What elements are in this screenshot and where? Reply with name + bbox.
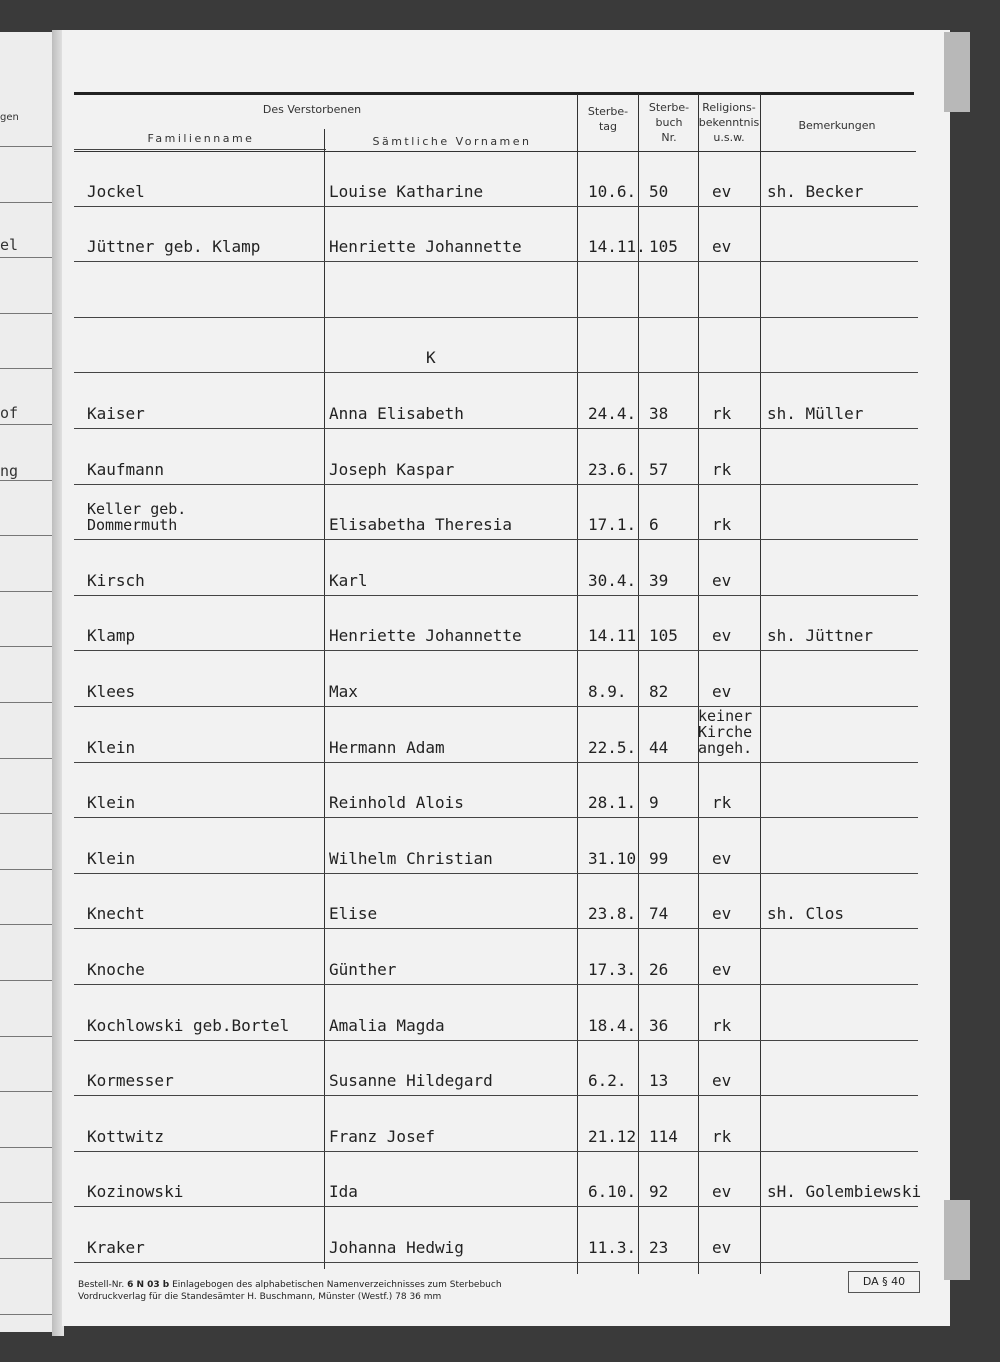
left-page-rule: [0, 1314, 54, 1315]
sterbetag-cell: 21.12: [588, 1126, 637, 1146]
left-page-text-fragment: el: [0, 236, 19, 254]
left-page-rule: [0, 1258, 54, 1259]
col-header-bemerkungen: Bemerkungen: [798, 119, 876, 132]
familienname-cell: Kormesser: [87, 1071, 174, 1091]
buch-nr-cell: 38: [649, 404, 669, 423]
footer-line-2: Vordruckverlag für die Standesämter H. Buschmann, Münster (Westf.) 78 36 mm: [78, 1292, 442, 1302]
left-page-rule: [0, 1036, 54, 1037]
row-rule: [74, 372, 918, 373]
familienname-cell: Kozinowski: [87, 1182, 184, 1202]
col-divider-4: [698, 94, 699, 1274]
left-page-edge: [0, 32, 56, 1332]
religion-cell: ev: [712, 1071, 732, 1091]
buch-nr-cell: 105: [649, 237, 678, 257]
left-page-rule: [0, 424, 54, 425]
vornamen-cell: Max: [329, 682, 358, 701]
left-page-rule: [0, 1202, 54, 1203]
buch-nr-cell: 26: [649, 960, 669, 979]
buch-nr-cell: 36: [649, 1015, 669, 1035]
page-corner-top: [944, 32, 970, 112]
col-divider-2: [577, 94, 578, 1274]
familienname-cell: Kaiser: [87, 404, 145, 423]
religion-cell: ev: [712, 570, 732, 590]
sterbetag-cell: 6.2.: [588, 1071, 627, 1091]
row-rule: [74, 762, 918, 763]
left-page-rule: [0, 591, 54, 592]
religion-cell: rk: [712, 459, 732, 479]
footer-line-1: Bestell-Nr. 6 N 03 b Einlagebogen des alphabetischen Namenverzeichnisses zum Sterbebuch: [78, 1280, 502, 1290]
bemerkungen-cell: sh. Clos: [767, 904, 845, 924]
buch-nr-cell: 6: [649, 515, 659, 535]
buch-nr-cell: 57: [649, 459, 669, 479]
vornamen-cell: Henriette Johannette: [329, 626, 522, 646]
row-rule: [74, 650, 918, 651]
religion-cell: rk: [712, 793, 732, 813]
vornamen-cell: Susanne Hildegard: [329, 1071, 493, 1091]
sterbetag-cell: 30.4.: [588, 570, 637, 590]
religion-cell: ev: [712, 181, 732, 201]
religion-cell: ev: [712, 960, 732, 979]
religion-cell: rk: [712, 1015, 732, 1035]
row-rule: [74, 317, 918, 318]
row-rule: [74, 1095, 918, 1096]
left-page-rule: [0, 368, 54, 369]
left-page-text-fragment: of: [0, 404, 19, 422]
familienname-header-rule: [74, 149, 326, 150]
buch-nr-cell: 92: [649, 1182, 669, 1202]
sterbetag-cell: 14.11: [588, 626, 637, 646]
vornamen-cell: Louise Katharine: [329, 181, 484, 201]
religion-cell: ev: [712, 848, 732, 868]
col-header-sterbebuch: Sterbe- buch Nr.: [648, 101, 690, 144]
vornamen-cell: Henriette Johannette: [329, 237, 522, 257]
sterbetag-cell: 14.11.: [588, 237, 646, 257]
sterbetag-cell: 10.6.: [588, 181, 637, 201]
vornamen-cell: Elisabetha Theresia: [329, 515, 513, 535]
sterbetag-cell: 18.4.: [588, 1015, 637, 1035]
row-rule: [74, 1262, 918, 1263]
familienname-cell: Kraker: [87, 1238, 145, 1257]
sterbetag-cell: 22.5.: [588, 737, 637, 757]
religion-cell: ev: [712, 237, 732, 257]
row-rule: [74, 539, 918, 540]
familienname-cell: Klein: [87, 848, 136, 868]
buch-nr-cell: 9: [649, 793, 659, 813]
row-rule: [74, 706, 918, 707]
buch-nr-cell: 105: [649, 626, 678, 646]
vornamen-cell: Johanna Hedwig: [329, 1238, 464, 1257]
row-rule: [74, 428, 918, 429]
left-page-text-fragment: gen: [0, 112, 19, 123]
form-code-box: DA § 40: [848, 1271, 920, 1293]
familienname-cell: Knoche: [87, 960, 145, 979]
left-page-rule: [0, 980, 54, 981]
col-header-religion: Religions- bekenntnis u.s.w.: [698, 101, 760, 144]
vornamen-cell: Hermann Adam: [329, 737, 445, 757]
left-page-text-fragment: ng: [0, 462, 19, 480]
sterbetag-cell: 8.9.: [588, 682, 627, 701]
familienname-cell: Klees: [87, 682, 136, 701]
sterbetag-cell: 28.1.: [588, 793, 637, 813]
vornamen-cell: Franz Josef: [329, 1126, 435, 1146]
col-divider-1: [324, 129, 325, 1269]
row-rule: [74, 984, 918, 985]
form-footer: [78, 1279, 502, 1303]
left-page-rule: [0, 146, 54, 147]
col-header-vornamen: Sämtliche Vornamen: [372, 135, 532, 148]
left-page-rule: [0, 480, 54, 481]
familienname-cell: Jüttner geb. Klamp: [87, 237, 261, 257]
vornamen-cell: Ida: [329, 1182, 358, 1202]
familienname-cell: Klamp: [87, 626, 136, 646]
buch-nr-cell: 23: [649, 1238, 669, 1257]
row-rule: [74, 1040, 918, 1041]
religion-cell: keiner Kirche angeh.: [698, 706, 753, 757]
sterbetag-cell: 17.3.: [588, 960, 637, 979]
familienname-cell: Klein: [87, 737, 136, 757]
header-bottom-rule: [74, 151, 916, 152]
left-page-rule: [0, 313, 54, 314]
bemerkungen-cell: sh. Jüttner: [767, 626, 873, 646]
sterbetag-cell: 11.3.: [588, 1238, 637, 1257]
left-page-rule: [0, 646, 54, 647]
religion-cell: ev: [712, 1238, 732, 1257]
col-header-sterbetag: Sterbe- tag: [587, 105, 629, 133]
left-page-rule: [0, 1147, 54, 1148]
familienname-cell: Kirsch: [87, 570, 145, 590]
familienname-cell: Kochlowski geb.Bortel: [87, 1015, 290, 1035]
vornamen-cell: Karl: [329, 570, 368, 590]
left-page-rule: [0, 924, 54, 925]
religion-cell: ev: [712, 682, 732, 701]
row-rule: [74, 206, 918, 207]
bemerkungen-cell: sH. Golembiewski: [767, 1182, 922, 1202]
sterbetag-cell: 6.10.: [588, 1182, 637, 1202]
row-rule: [74, 595, 918, 596]
vornamen-cell: Anna Elisabeth: [329, 404, 464, 423]
familienname-cell: Keller geb. Dommermuth: [87, 500, 187, 535]
row-rule: [74, 928, 918, 929]
religion-cell: rk: [712, 404, 732, 423]
vornamen-cell: Günther: [329, 960, 397, 979]
bemerkungen-cell: sh. Müller: [767, 404, 864, 423]
left-page-rule: [0, 257, 54, 258]
register-page: [62, 30, 950, 1326]
sterbetag-cell: 24.4.: [588, 404, 637, 423]
sterbetag-cell: 17.1.: [588, 515, 637, 535]
vornamen-cell: Joseph Kaspar: [329, 459, 455, 479]
buch-nr-cell: 13: [649, 1071, 669, 1091]
familienname-cell: Klein: [87, 793, 136, 813]
buch-nr-cell: 74: [649, 904, 669, 924]
religion-cell: ev: [712, 1182, 732, 1202]
religion-cell: ev: [712, 904, 732, 924]
bemerkungen-cell: sh. Becker: [767, 181, 864, 201]
group-label: Des Verstorbenen: [262, 103, 362, 116]
row-rule: [74, 817, 918, 818]
vornamen-cell: Amalia Magda: [329, 1015, 445, 1035]
religion-cell: rk: [712, 515, 732, 535]
buch-nr-cell: 44: [649, 737, 669, 757]
buch-nr-cell: 39: [649, 570, 669, 590]
buch-nr-cell: 50: [649, 181, 669, 201]
row-rule: [74, 1206, 918, 1207]
buch-nr-cell: 114: [649, 1126, 678, 1146]
left-page-rule: [0, 869, 54, 870]
sterbetag-cell: 23.6.: [588, 459, 637, 479]
religion-cell: rk: [712, 1126, 732, 1146]
familienname-cell: Kottwitz: [87, 1126, 165, 1146]
sterbetag-cell: 23.8.: [588, 904, 637, 924]
sterbetag-cell: 31.10: [588, 848, 637, 868]
row-rule: [74, 484, 918, 485]
familienname-cell: Knecht: [87, 904, 145, 924]
buch-nr-cell: 99: [649, 848, 669, 868]
familienname-cell: Jockel: [87, 181, 145, 201]
row-rule: [74, 873, 918, 874]
buch-nr-cell: 82: [649, 682, 669, 701]
col-header-familienname: Familienname: [147, 132, 255, 145]
familienname-cell: Kaufmann: [87, 459, 165, 479]
vornamen-cell: Reinhold Alois: [329, 793, 464, 813]
vornamen-cell: K: [426, 348, 436, 368]
vornamen-cell: Wilhelm Christian: [329, 848, 493, 868]
left-page-rule: [0, 1091, 54, 1092]
religion-cell: ev: [712, 626, 732, 646]
left-page-rule: [0, 535, 54, 536]
header-top-rule: [74, 92, 914, 95]
row-rule: [74, 1151, 918, 1152]
left-page-rule: [0, 702, 54, 703]
col-divider-5: [760, 94, 761, 1274]
row-rule: [74, 261, 918, 262]
col-divider-3: [638, 94, 639, 1274]
page-corner-bottom: [944, 1200, 970, 1280]
left-page-rule: [0, 202, 54, 203]
left-page-rule: [0, 758, 54, 759]
left-page-rule: [0, 813, 54, 814]
vornamen-cell: Elise: [329, 904, 378, 924]
